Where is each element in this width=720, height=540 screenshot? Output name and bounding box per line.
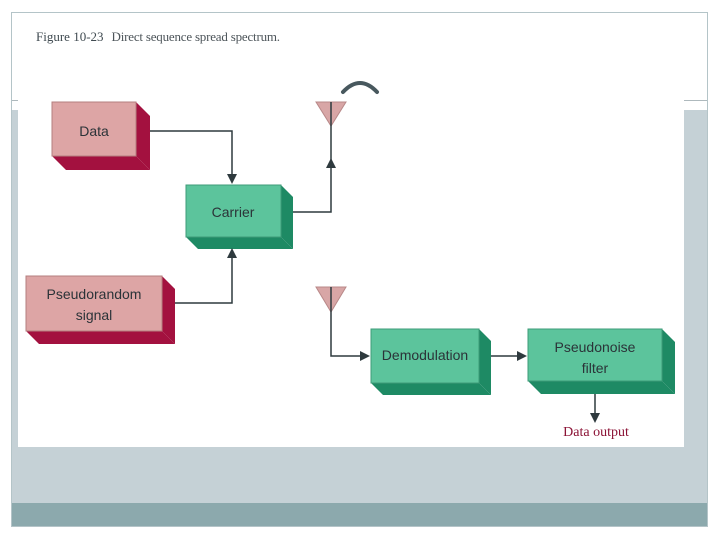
demodulation-block: [371, 329, 491, 395]
data-output-label: Data output: [563, 425, 629, 440]
pseudorandom-label-line1: Pseudorandom: [46, 286, 142, 302]
carrier-to-antenna-arrow: [293, 160, 331, 212]
pseudonoise-filter-block: [528, 329, 675, 394]
demodulation-block-label: Demodulation: [381, 347, 469, 363]
data-block: [52, 102, 150, 170]
antenna-to-demodulation-arrow: [331, 312, 368, 356]
pseudonoise-label-line2: filter: [581, 360, 609, 376]
figure-number: Figure 10-23: [36, 29, 104, 44]
data-to-carrier-arrow: [150, 131, 232, 182]
carrier-block: [186, 185, 293, 249]
carrier-block-label: Carrier: [211, 204, 255, 220]
data-block-label: Data: [79, 123, 109, 139]
pseudorandom-signal-block: [26, 276, 175, 344]
pseudorandom-label-line2: signal: [75, 307, 113, 323]
transmit-antenna-icon: [316, 102, 346, 126]
pseudonoise-label-line1: Pseudonoise: [554, 339, 636, 355]
pseudorandom-to-carrier-arrow: [175, 250, 232, 303]
figure-title: Direct sequence spread spectrum.: [111, 29, 280, 44]
receive-antenna-icon: [316, 287, 346, 312]
